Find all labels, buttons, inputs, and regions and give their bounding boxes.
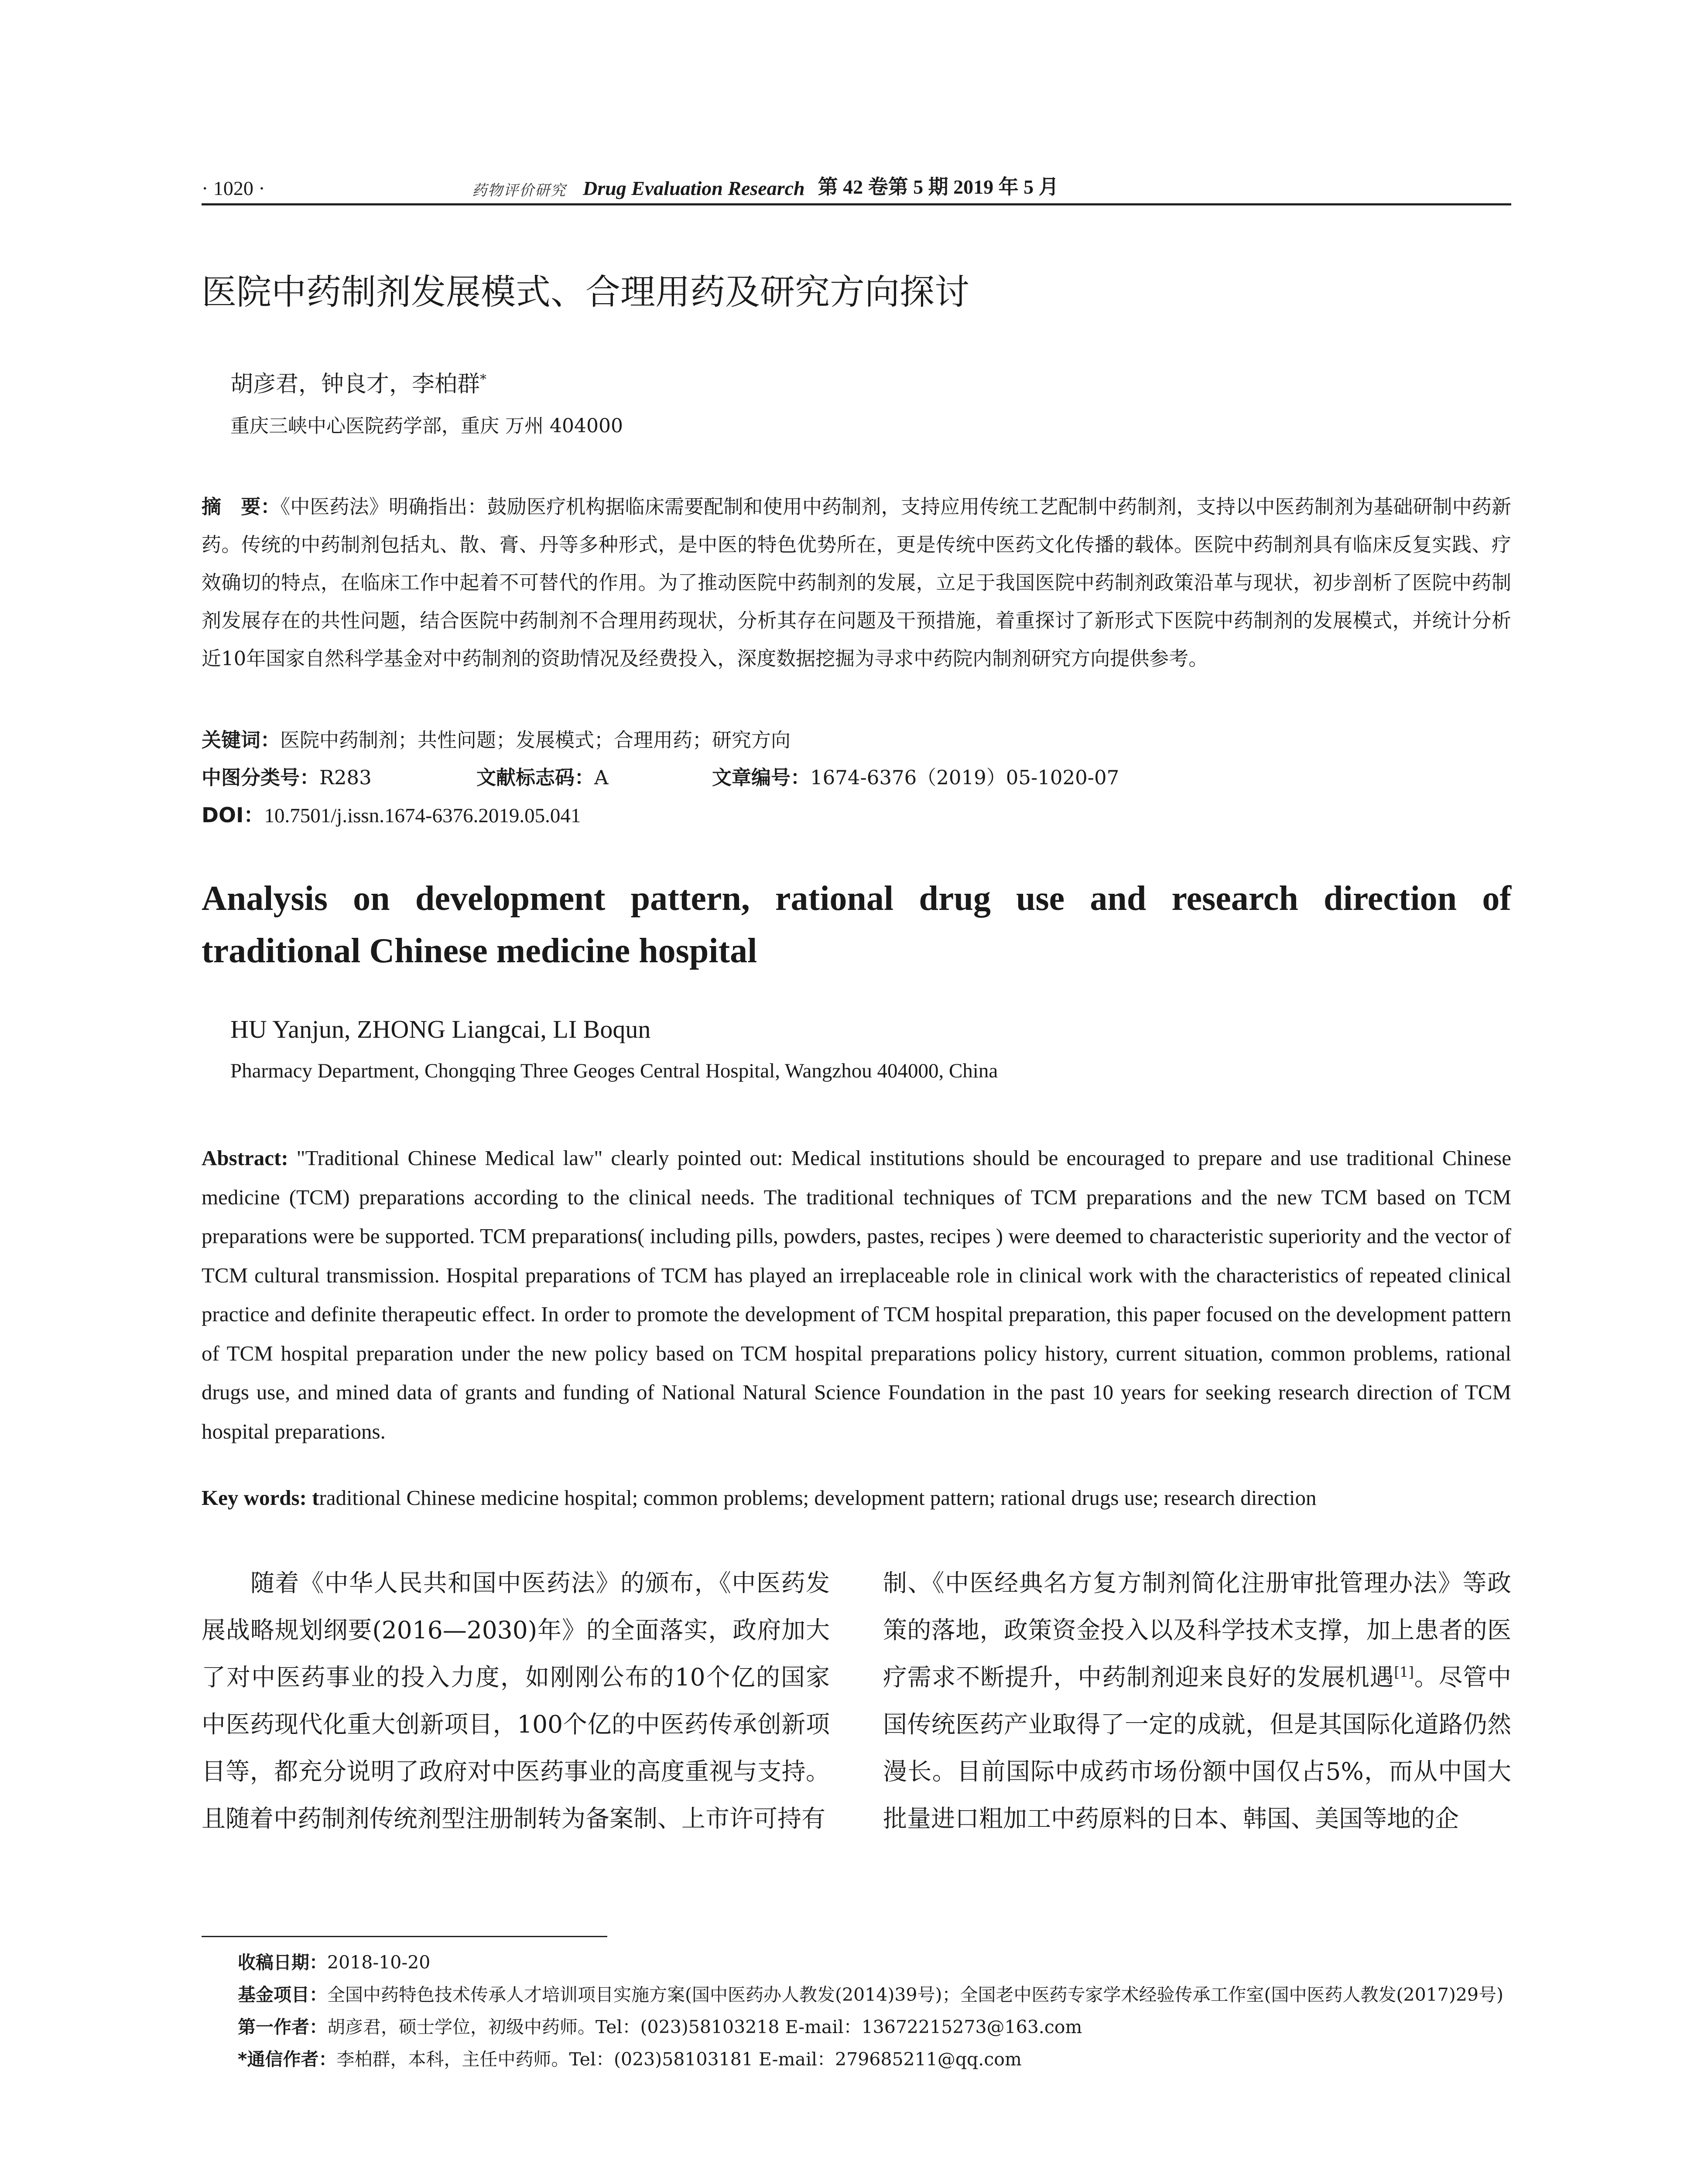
clc-field <box>202 766 372 789</box>
article-no-label: 文章编号： <box>712 766 811 789</box>
footnote-corresponding <box>238 2043 1512 2075</box>
english-abstract-text: "Traditional Chinese Medical law" clearly pointed out: Medical institutions should be encouraged to prepare and use traditional Chinese medicine (TCM) preparations according to the clinical needs. The traditional techniques of TCM preparations and the new TCM based on TCM preparations were be supported. TCM preparations( including pills, powders, pastes, recipes ) were deemed to characteristic superiority and the vector of TCM cultural transmission. Hospital preparations of TCM has played an irreplaceable role in clinical work with the characteristics of repeated clinical practice and definite therapeutic effect. In order to promote the development of TCM hospital preparation, this paper focused on the development pattern of TCM hospital preparation under the new policy based on TCM hospital preparations policy history, current situation, common problems, rational drugs use, and mined data of grants and funding of National Natural Science Foundation in the past 10 years for seeking research direction of TCM hospital preparations. <box>202 1146 1511 1443</box>
page-number: · 1020 · <box>202 177 265 199</box>
chinese-authors <box>230 366 486 398</box>
chinese-abstract <box>202 488 1511 677</box>
body-right-text-2: 。尽管中国传统医药产业取得了一定的成就，但是其国际化道路仍然漫长。目前国际中成药市场份额中国仅占5%，而从中国大批量进口粗加工中药原料的日本、韩国、美国等地的企 <box>883 1663 1511 1832</box>
chinese-abstract-label: 摘 要： <box>202 495 281 518</box>
doi-value: 10.7501/j.issn.1674-6376.2019.05.041 <box>264 804 581 827</box>
english-abstract <box>202 1138 1511 1451</box>
journal-name: Drug Evaluation Research <box>583 177 805 199</box>
doc-code-field <box>476 762 609 790</box>
english-affiliation: Pharmacy Department, Chongqing Three Geoges Central Hospital, Wangzhou 404000, China <box>230 1060 998 1082</box>
chinese-keywords <box>202 724 791 752</box>
english-keywords-text: raditional Chinese medicine hospital; common problems; development pattern; rational drugs use; research direction <box>319 1486 1317 1510</box>
received-date: 2018-10-20 <box>327 1952 431 1973</box>
footnotes <box>238 1946 1512 2075</box>
footnote-divider <box>202 1936 607 1937</box>
english-abstract-label: Abstract: <box>202 1146 288 1170</box>
clc-label: 中图分类号： <box>202 766 320 789</box>
body-column-right <box>883 1559 1511 1842</box>
running-header <box>202 169 1510 200</box>
clc-value: R283 <box>319 766 372 789</box>
fund-label: 基金项目： <box>238 1984 327 2005</box>
chinese-keywords-label: 关键词： <box>202 728 281 752</box>
chinese-keywords-text: 医院中药制剂；共性问题；发展模式；合理用药；研究方向 <box>280 728 791 752</box>
chinese-affiliation: 重庆三峡中心医院药学部，重庆 万州 404000 <box>230 415 623 437</box>
first-author-label: 第一作者： <box>238 2017 327 2037</box>
chinese-title: 医院中药制剂发展模式、合理用药及研究方向探讨 <box>202 272 969 312</box>
footnote-first-author <box>238 2011 1512 2043</box>
first-author-text: 胡彦君，硕士学位，初级中药师。Tel：(023)58103218 E-mail：13672215273@163.com <box>327 2017 1082 2037</box>
body-column-left: 随着《中华人民共和国中医药法》的颁布，《中医药发展战略规划纲要(2016—2030)年》的全面落实，政府加大了对中医药事业的投入力度，如刚刚公布的10个亿的国家中医药现代化重大创新项目，100个亿的中医药传承创新项目等，都充分说明了政府对中医药事业的高度重视与支持。且随着中药制剂传统剂型注册制转为备案制、上市许可持有 <box>202 1569 830 1832</box>
english-keywords-label: Key words: t <box>202 1486 319 1510</box>
doc-code-value: A <box>594 766 609 789</box>
chinese-abstract-text: 《中医药法》明确指出：鼓励医疗机构据临床需要配制和使用中药制剂，支持应用传统工艺配制中药制剂，支持以中医药制剂为基础研制中药新药。传统的中药制剂包括丸、散、膏、丹等多种形式，是中医的特色优势所在，更是传统中医药文化传播的载体。医院中药制剂具有临床反复实践、疗效确切的特点，在临床工作中起着不可替代的作用。为了推动医院中药制剂的发展，立足于我国医院中药制剂政策沿革与现状，初步剖析了医院中药制剂发展存在的共性问题，结合医院中药制剂不合理用药现状，分析其存在问题及干预措施，着重探讨了新形式下医院中药制剂的发展模式，并统计分析近10年国家自然科学基金对中药制剂的资助情况及经费投入，深度数据挖掘为寻求中药院内制剂研究方向提供参考。 <box>202 495 1511 670</box>
corresponding-text: 李柏群，本科，主任中药师。Tel：(023)58103181 E-mail：279685211@qq.com <box>336 2049 1022 2070</box>
footnote-received <box>238 1946 1512 1979</box>
received-label: 收稿日期： <box>238 1952 327 1973</box>
doi-label: DOI： <box>202 803 264 827</box>
corresponding-label: *通信作者： <box>238 2049 337 2070</box>
header-divider <box>202 203 1511 205</box>
english-keywords <box>202 1485 1511 1510</box>
corresponding-mark: * <box>480 372 487 387</box>
issue-info: 第 42 卷第 5 期 2019 年 5 月 <box>818 176 1059 198</box>
chinese-author-names: 胡彦君，钟良才，李柏群 <box>230 371 480 397</box>
english-title: Analysis on development pattern, rational drug use and research direction of traditional Chinese medicine hospital <box>202 879 1511 970</box>
citation-ref[interactable]: [1] <box>1394 1664 1414 1681</box>
classification-line <box>202 762 1510 790</box>
doi-line <box>202 799 581 828</box>
body-right-text-1: 制、《中医经典名方复方制剂简化注册审批管理办法》等政策的落地，政策资金投入以及科学技术支撑，加上患者的医疗需求不断提升，中药制剂迎来良好的发展机遇 <box>883 1569 1511 1691</box>
footnote-fund <box>238 1979 1512 2011</box>
english-authors: HU Yanjun, ZHONG Liangcai, LI Boqun <box>230 1015 651 1043</box>
fund-text: 全国中药特色技术传承人才培训项目实施方案(国中医药办人教发(2014)39号)；全国老中医药专家学术经验传承工作室(国中医药人教发(2017)29号) <box>327 1984 1503 2005</box>
article-no-value: 1674-6376（2019）05-1020-07 <box>810 766 1119 789</box>
journal-logo: 药物评价研究 <box>472 183 566 199</box>
article-no-field <box>712 762 1119 790</box>
doc-code-label: 文献标志码： <box>476 766 595 789</box>
